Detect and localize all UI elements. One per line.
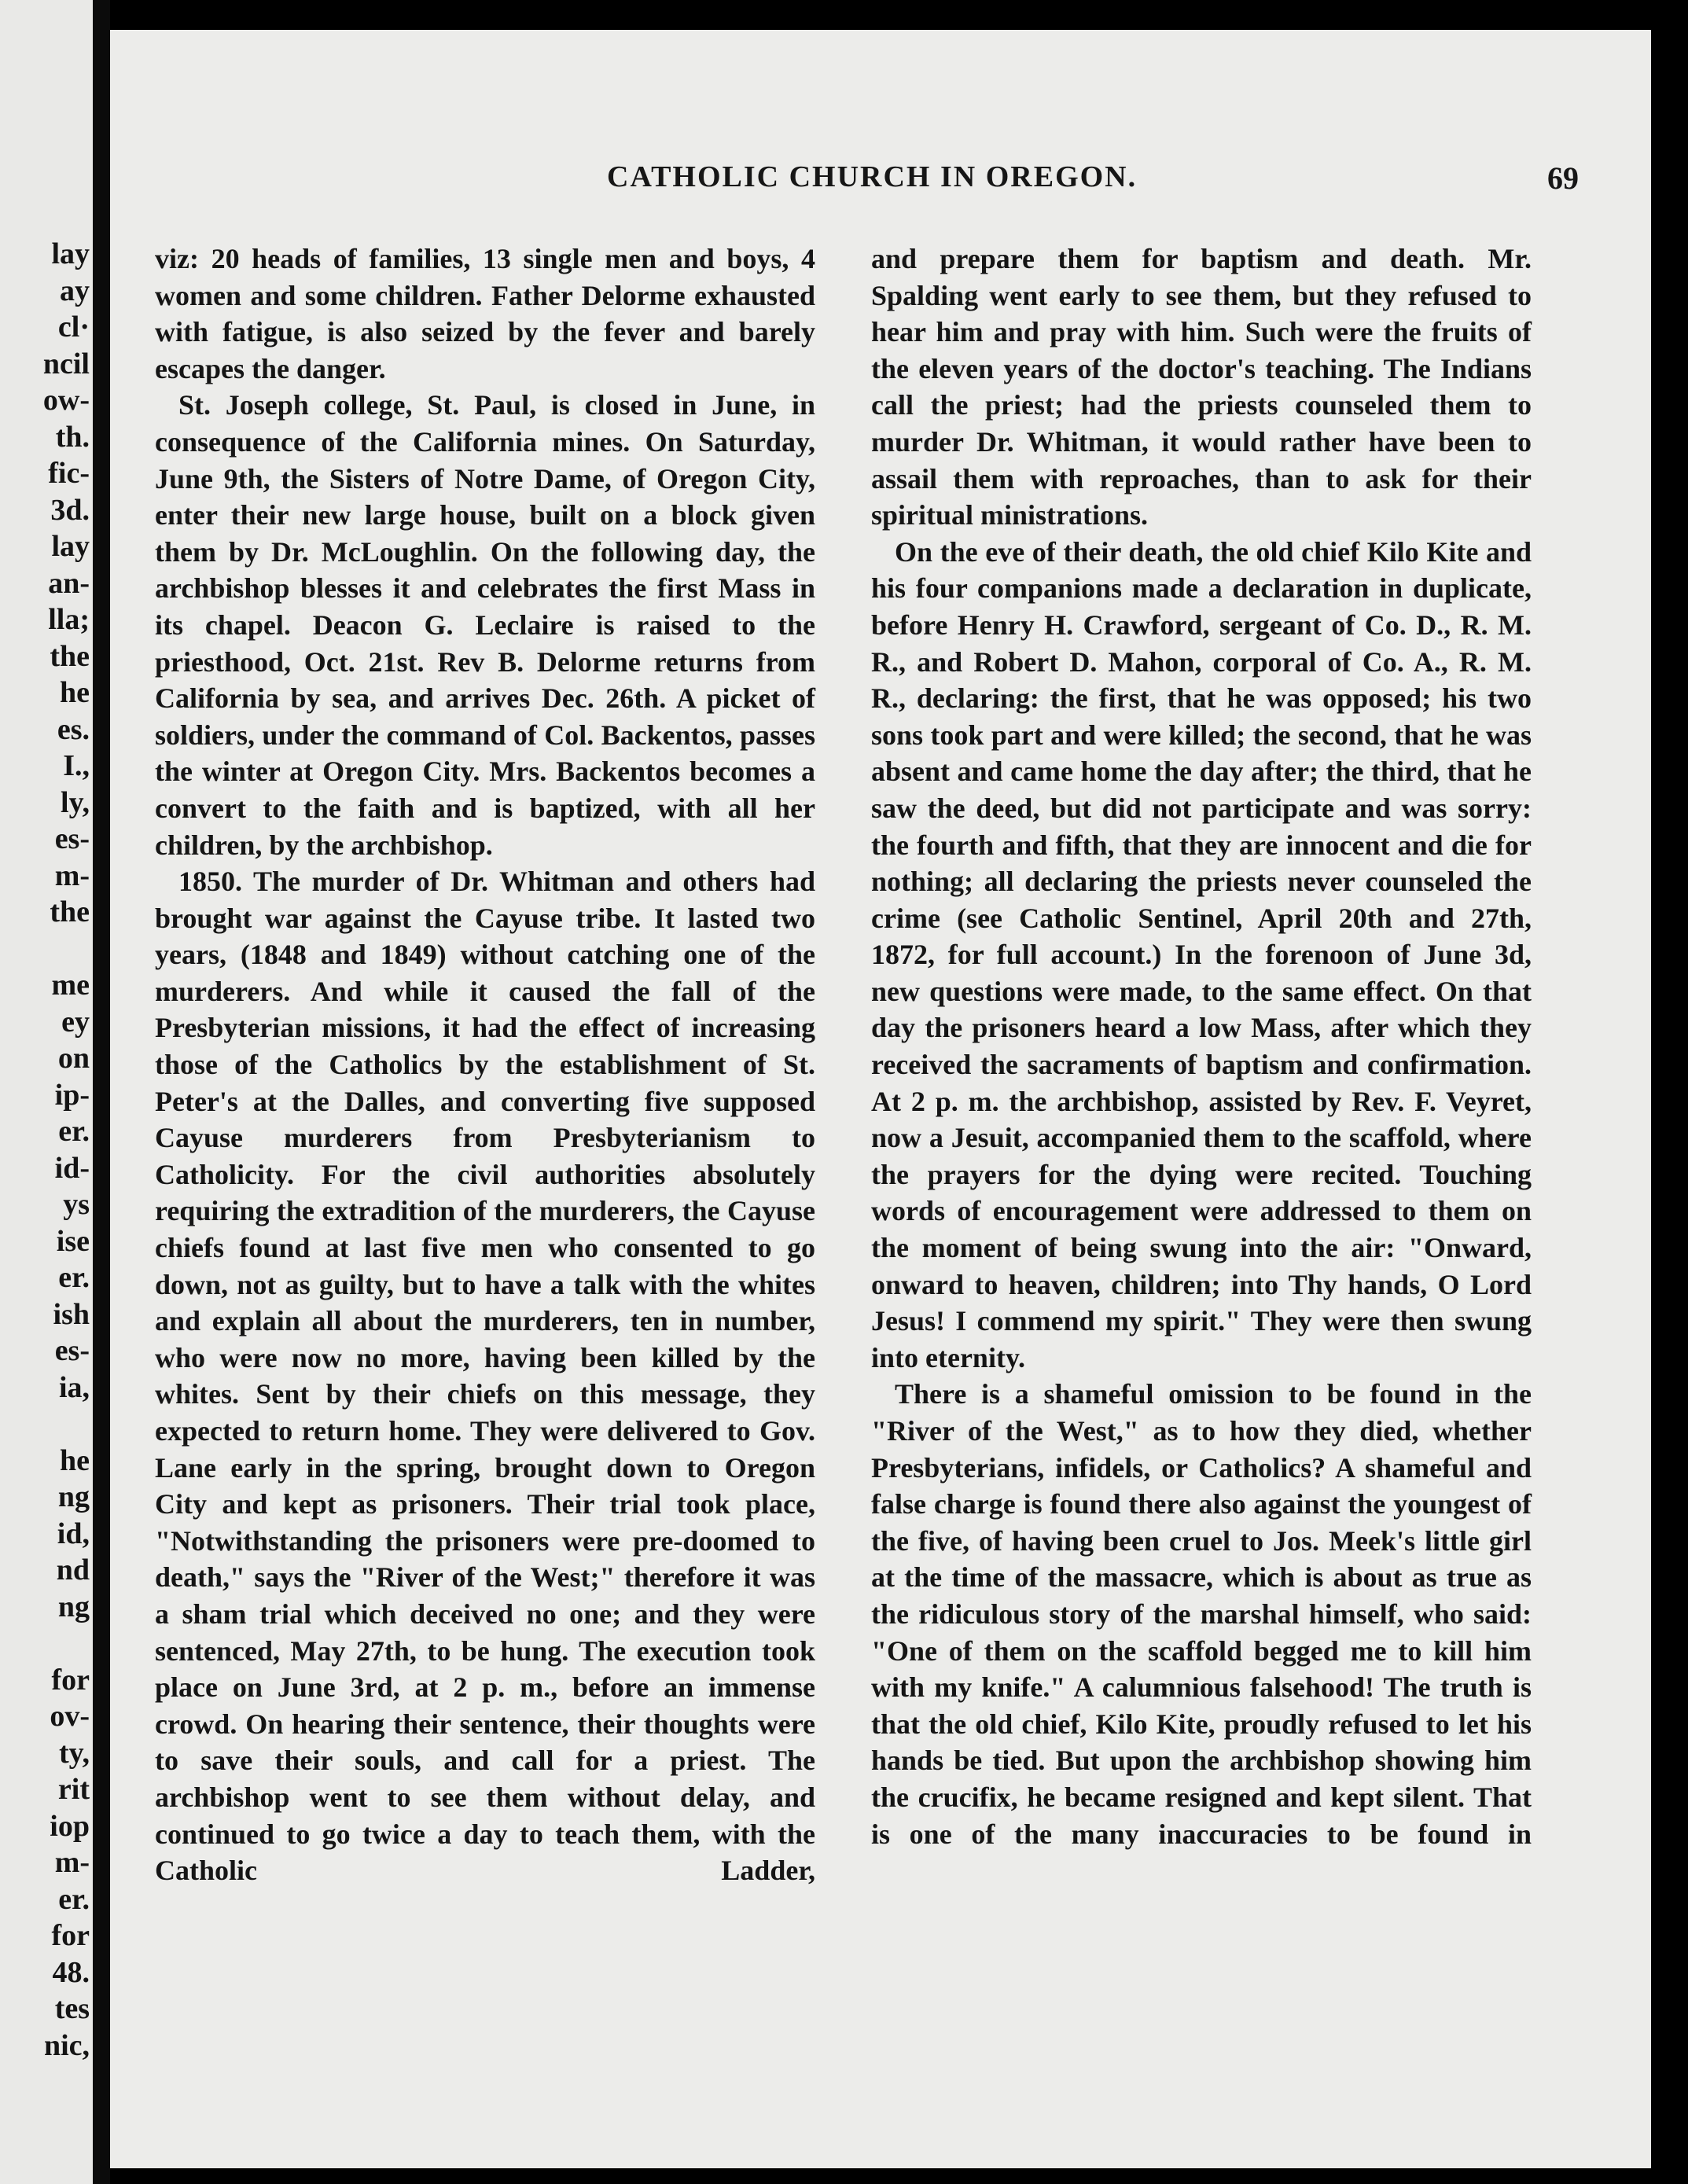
paragraph: St. Joseph college, St. Paul, is closed in June, in consequence of the California mines. On Saturday, June 9th, the Sisters of Notre Dame, of Oregon City, enter their new large house, built on a block given them by Dr. McLoughlin. On the following day, the archbishop blesses it and celebrates the first Mass in its chapel. Deacon G. Leclaire is raised to the priesthood, Oct. 21st. Rev B. Delorme returns from California by sea, and arrives Dec. 26th. A picket of soldiers, under the command of Col. Backentos, passes the winter at Oregon City. Mrs. Backentos becomes a convert to the faith and is baptized, with all her children, by the archbishop. [155, 389, 815, 861]
previous-page-fragment: ly, [61, 785, 90, 819]
paragraph: 1850. The murder of Dr. Whitman and others had brought war against the Cayuse tribe. It lasted two years, (1848 and 1849) without catching one of the murderers. And while it caused the fall of the Presbyterian missions, it had the effect of increasing those of the Catholics by the establishment of St. Peter's at the Dalles, and converting five supposed Cayuse murderers from Presbyterianism to Catholicity. For the civil authorities absolutely requiring the extradition of the murderers, the Cayuse chiefs found at last five men who consented to go down, not as guilty, but to have a talk with the whites and explain all about the murderers, ten in number, who were now no more, having been killed by the whites. Sent by their chiefs on this message, they expected to return home. They were delivered to Gov. Lane early in the spring, brought down to Oregon City and kept as prisoners. Their trial took place, "Notwithstanding the prisoners were pre-doomed to death," says the "River of the West;" therefore it was a sham trial which deceived no one; and they were sentenced, May 27th, to be hung. The execution took place on June 3rd, at 2 p. m., before an immense crowd. On hearing their sentence, their thoughts were to save their souls, and call for a priest. The archbishop went to see them without delay, and continued to go twice a day to teach them, with the Catholic Ladder, [155, 866, 815, 1887]
paragraph: On the eve of their death, the old chief Kilo Kite and his four companions made a declaration in duplicate, before Henry H. Crawford, sergeant of Co. D., R. M. R., and Robert D. Mahon, corporal of Co. A., R. M. R., declaring: the first, that he was opposed; his two sons took part and were killed; the second, that he was absent and came home the day after; the third, that he saw the deed, but did not participate and was sorry: the fourth and fifth, that they are innocent and die for nothing; all declaring the priests never counseled the crime (see Catholic Sentinel, April 20th and 27th, 1872, for full account.) In the forenoon of June 3d, new questions were made, to the same effect. On that day the prisoners heard a low Mass, after which they received the sacraments of baptism and confirmation. At 2 p. m. the archbishop, assisted by Rev. F. Veyret, now a Jesuit, accompanied them to the scaffold, where the prayers for the dying were recited. Touching words of encouragement were addressed to them on the moment of being swung into the air: "Onward, onward to heaven, children; into Thy hands, O Lord Jesus! I commend my spirit." They were then swung into eternity. [871, 535, 1532, 1373]
paragraph: There is a shameful omission to be found in the "River of the West," as to how they died, whether Presbyterians, infidels, or Catholics? A shameful and false charge is found there also against the youngest of the five, of having been cruel to Jos. Meek's little girl at the time of the massacre, which is about as true as the ridiculous story of the marshal himself, who said: "One of them on the scaffold begged me to kill him with my knife." A calumnious falsehood! The truth is that the old chief, Kilo Kite, proudly refused to let his hands be tied. But upon the archbishop showing him the crucifix, he became resigned and kept silent. That is one of the many inaccuracies to be found in [871, 1378, 1532, 1850]
previous-page-fragment: on [57, 1042, 90, 1075]
previous-page-fragment: ov- [50, 1700, 90, 1733]
previous-page-fragment: an- [48, 566, 90, 600]
previous-page-fragment: he [60, 676, 90, 709]
previous-page-fragment: es- [54, 1334, 90, 1367]
previous-page-fragment: lla; [48, 603, 90, 636]
previous-page-fragment: nic, [43, 2028, 90, 2062]
previous-page-fragment: ish [53, 1297, 90, 1331]
previous-page-fragment: ey [61, 1005, 90, 1039]
left-column [155, 241, 815, 1889]
previous-page-fragment: the [50, 639, 90, 673]
previous-page-fragment: for [51, 1919, 90, 1952]
previous-page-fragment: fic- [48, 457, 90, 490]
previous-page-fragment [43, 931, 90, 968]
previous-page-fragment: ty, [58, 1736, 90, 1770]
previous-page-fragment: ng [57, 1480, 90, 1513]
previous-page-fragment: cl· [57, 311, 90, 344]
previous-page-fragment: nd [56, 1553, 90, 1587]
previous-page-fragment: 3d. [50, 493, 90, 527]
previous-page-fragment: me [51, 969, 90, 1002]
previous-page-edge [0, 0, 93, 2184]
previous-page-fragment: id, [57, 1517, 90, 1550]
right-column [871, 241, 1532, 1852]
previous-page-fragment: es. [57, 712, 90, 746]
book-page [110, 30, 1651, 2168]
previous-page-fragment: I., [63, 749, 90, 782]
previous-page-fragment: lay [51, 237, 90, 270]
previous-page-fragment: rit [57, 1773, 90, 1806]
previous-page-fragment: lay [51, 530, 90, 563]
running-head-title: CATHOLIC CHURCH IN OREGON. [607, 160, 1138, 193]
previous-page-fragment: the [50, 895, 90, 928]
previous-page-fragment: tes [54, 1992, 90, 2025]
previous-page-fragment: ow- [42, 384, 90, 417]
previous-page-fragments [43, 236, 90, 2064]
previous-page-fragment: m- [54, 1846, 90, 1879]
paragraph: viz: 20 heads of families, 13 single men and boys, 4 women and some children. Father Delorme exhausted with fatigue, is also seized by the fever and barely escapes the danger. [155, 243, 815, 384]
previous-page-fragment: es- [54, 822, 90, 855]
previous-page-fragment: m- [54, 859, 90, 892]
previous-page-fragment: ng [57, 1590, 90, 1623]
previous-page-fragment: for [51, 1663, 90, 1697]
previous-page-fragment [43, 1406, 90, 1443]
previous-page-fragment: ncil [42, 347, 90, 381]
paragraph: and prepare them for baptism and death. Mr. Spalding went early to see them, but they refused to hear him and pray with him. Such were the fruits of the eleven years of the doctor's teaching. The Indians call the priest; had the priests counseled them to murder Dr. Whitman, it would rather have been to assail them with reproaches, than to ask for their spiritual ministrations. [871, 243, 1532, 531]
previous-page-fragment: er. [58, 1261, 90, 1294]
previous-page-fragment: er. [58, 1882, 90, 1916]
running-head [110, 160, 1651, 207]
previous-page-fragment [43, 1625, 90, 1662]
previous-page-fragment: th. [55, 420, 90, 454]
previous-page-fragment: ay [60, 274, 90, 307]
previous-page-fragment: iop [50, 1809, 90, 1843]
previous-page-fragment: he [60, 1443, 90, 1477]
previous-page-fragment: er. [58, 1115, 90, 1148]
previous-page-fragment: ys [63, 1188, 90, 1221]
previous-page-fragment: id- [54, 1151, 90, 1185]
previous-page-fragment: ise [56, 1224, 90, 1258]
previous-page-fragment: ip- [54, 1078, 90, 1112]
page-number: 69 [1547, 160, 1579, 196]
previous-page-fragment: ia, [58, 1370, 90, 1404]
book-gutter [93, 0, 110, 2184]
previous-page-fragment: 48. [52, 1955, 90, 1989]
